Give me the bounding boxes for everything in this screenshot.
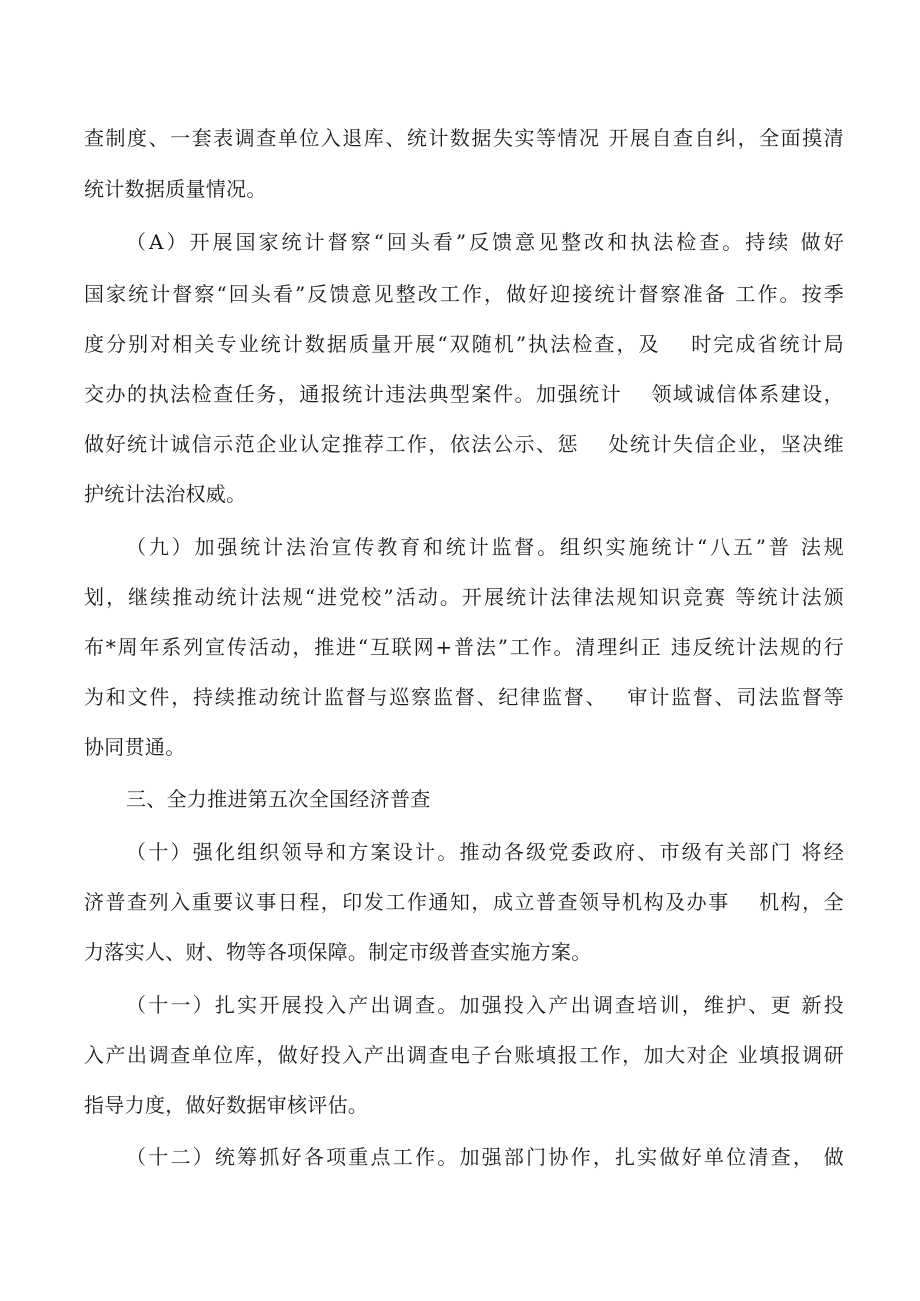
- text-line: 护统计法治权威。: [84, 482, 247, 506]
- text-line: 布*周年系列宣传活动，推进“互联网+普法”工作。清理纠正 违反统计法规的行: [84, 635, 844, 659]
- text-line: 国家统计督察“回头看”反馈意见整改工作，做好迎接统计督察准备 工作。按季: [84, 282, 844, 306]
- text-line: 查制度、一套表调查单位入退库、统计数据失实等情况 开展自查自纠，全面摸清: [84, 126, 844, 150]
- paragraph-start-line: （A）开展国家统计督察“回头看”反馈意见整改和执法检查。持续 做好: [126, 230, 844, 254]
- text-line: 为和文件，持续推动统计监督与巡察监督、纪律监督、 审计监督、司法监督等: [84, 685, 844, 709]
- text-line: 力落实人、财、物等各项保障。制定市级普查实施方案。: [84, 940, 592, 964]
- section-heading: 三、全力推进第五次全国经济普查: [126, 787, 431, 811]
- paragraph-start-line: （十一）扎实开展投入产出调查。加强投入产出调查培训，维护、更 新投: [126, 993, 844, 1017]
- text-line: 划，继续推动统计法规“进党校”活动。开展统计法律法规知识竞赛 等统计法颁: [84, 585, 844, 609]
- text-line: 做好统计诚信示范企业认定推荐工作，依法公示、惩 处统计失信企业，坚决维: [84, 432, 844, 456]
- text-line: 交办的执法检查任务，通报统计违法典型案件。加强统计 领域诚信体系建设，: [84, 382, 844, 406]
- text-line: 度分别对相关专业统计数据质量开展“双随机”执法检查，及 时完成省统计局: [84, 332, 844, 356]
- paragraph-start-line: （十二）统筹抓好各项重点工作。加强部门协作，扎实做好单位清查， 做: [126, 1145, 844, 1169]
- text-line: 入产出调查单位库，做好投入产出调查电子台账填报工作，加大对企 业填报调研: [84, 1043, 844, 1067]
- text-line: 协同贯通。: [84, 735, 186, 759]
- text-line: 济普查列入重要议事日程，印发工作通知，成立普查领导机构及办事 机构，全: [84, 890, 844, 914]
- paragraph-start-line: （十）强化组织领导和方案设计。推动各级党委政府、市级有关部门 将经: [126, 840, 844, 864]
- text-line: 统计数据质量情况。: [84, 177, 267, 201]
- text-line: 指导力度，做好数据审核评估。: [84, 1093, 369, 1117]
- paragraph-start-line: （九）加强统计法治宣传教育和统计监督。组织实施统计“八五”普 法规: [126, 535, 844, 559]
